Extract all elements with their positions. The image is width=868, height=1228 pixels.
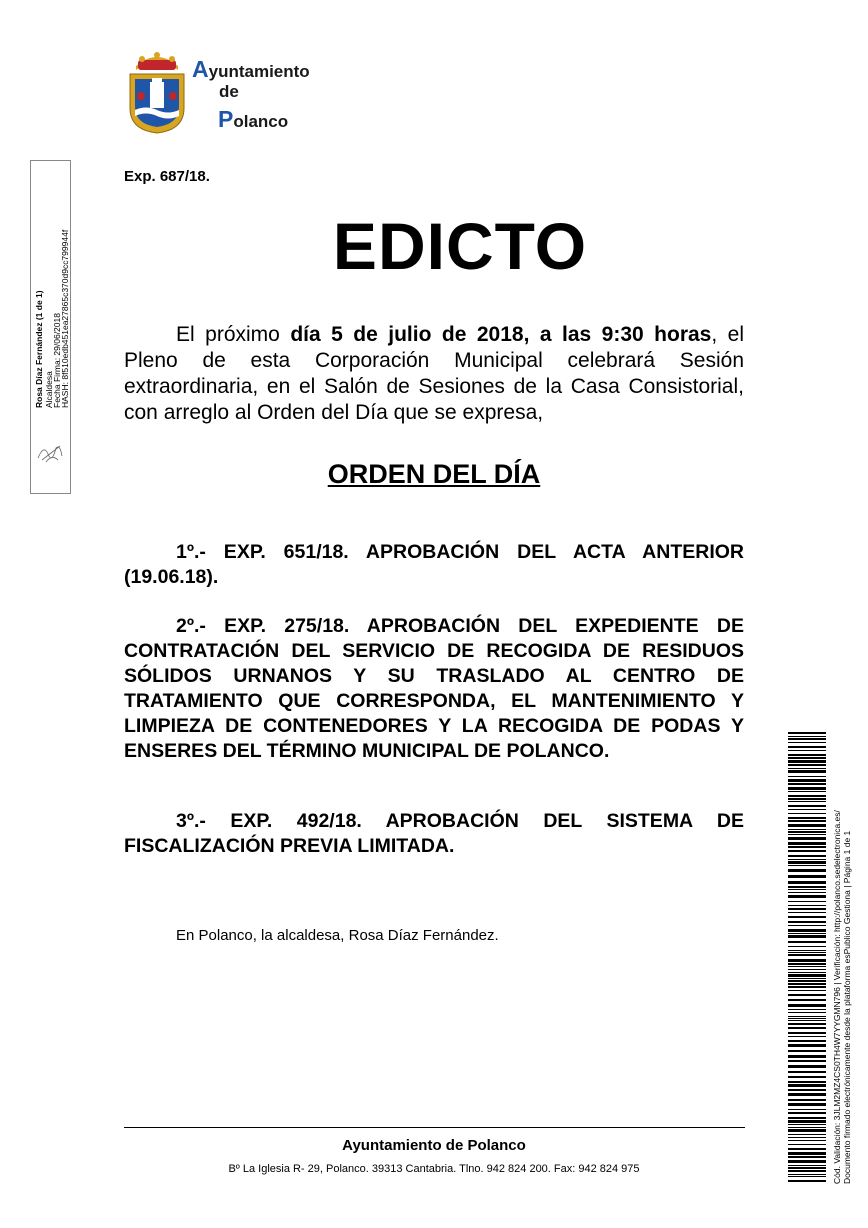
- barcode-bar: [788, 850, 826, 852]
- footer-address: Bº La Iglesia R- 29, Polanco. 39313 Cantabria. Tlno. 942 824 200. Fax: 942 824 975: [228, 1163, 640, 1175]
- barcode-bar: [788, 952, 826, 953]
- barcode-bar: [788, 980, 826, 982]
- barcode-bar: [788, 1016, 826, 1017]
- agenda-item-3: 3º.- EXP. 492/18. APROBACIÓN DEL SISTEMA DE FISCALIZACIÓN PREVIA LIMITADA.: [124, 810, 744, 857]
- barcode-bar: [788, 1050, 826, 1052]
- barcode-bar: [788, 859, 826, 860]
- barcode-bar: [788, 809, 826, 810]
- barcode-bar: [788, 1081, 826, 1083]
- barcode-bar: [788, 999, 826, 1001]
- barcode-bar: [788, 842, 826, 845]
- barcode-bar: [788, 1180, 826, 1182]
- barcode-bar: [788, 1120, 826, 1123]
- barcode-bar: [788, 738, 826, 740]
- barcode-bar: [788, 1156, 826, 1158]
- barcode-bar: [788, 1032, 826, 1034]
- intro-paragraph: El próximo día 5 de julio de 2018, a las 9:30 horas, el Pleno de esta Corporación Municipal celebrará Sesión extraordinaria, en el Salón de Sesiones de la Casa Consistorial, con arreglo al Orden del Día que se expresa,: [124, 323, 745, 424]
- signer-role: Alcaldesa: [44, 371, 54, 408]
- barcode-bar: [788, 783, 826, 785]
- barcode-bar: [788, 1018, 826, 1019]
- closing-signature-line: En Polanco, la alcaldesa, Rosa Díaz Fernández.: [176, 927, 499, 944]
- signature-hash: HASH: 8f510edb451ea27865c370d9cc799944f: [60, 229, 70, 408]
- barcode-bar: [788, 798, 826, 800]
- barcode-bar: [788, 946, 826, 947]
- barcode-bar: [788, 1060, 826, 1062]
- barcode-bar: [788, 869, 826, 872]
- barcode-bar: [788, 1055, 826, 1058]
- barcode-bar: [788, 820, 826, 822]
- barcode-bar: [788, 768, 826, 769]
- barcode-bar: [788, 978, 826, 979]
- footer-org-name: Ayuntamiento de Polanco: [342, 1137, 526, 1154]
- barcode-bar: [788, 941, 826, 943]
- barcode-bar: [788, 846, 826, 848]
- barcode-bar: [788, 1009, 826, 1010]
- barcode-bar: [788, 855, 826, 857]
- barcode-bar: [788, 1165, 826, 1166]
- barcode-bar: [788, 983, 826, 985]
- barcode-bar: [788, 824, 826, 827]
- barcode-bar: [788, 933, 826, 934]
- barcode-bar: [788, 905, 826, 906]
- barcode-bar: [788, 732, 826, 734]
- barcode-bar: [788, 990, 826, 991]
- barcode-bar: [788, 829, 826, 830]
- barcode-bar: [788, 1160, 826, 1163]
- document-title: EDICTO: [332, 209, 588, 283]
- barcode-bar: [788, 1134, 826, 1135]
- barcode-bar: [788, 795, 826, 797]
- barcode-bar: [788, 736, 826, 737]
- barcode-bar: [788, 875, 826, 878]
- barcode-bar: [788, 963, 826, 965]
- barcode-bar: [788, 969, 826, 970]
- signature-date: Fecha Firma: 29/06/2018: [52, 313, 62, 408]
- barcode-bar: [788, 925, 826, 926]
- signer-name: Rosa Díaz Fernández (1 de 1): [34, 290, 44, 408]
- org-name-line3: Polanco: [218, 106, 289, 132]
- barcode-bar: [788, 974, 826, 977]
- barcode-bar: [788, 916, 826, 918]
- barcode-bar: [788, 1140, 826, 1141]
- barcode-bar: [788, 912, 826, 913]
- barcode-bar: [788, 801, 826, 802]
- expedient-reference: Exp. 687/18.: [124, 168, 210, 185]
- agenda-heading: ORDEN DEL DÍA: [327, 459, 541, 489]
- barcode-bar: [788, 1089, 826, 1091]
- barcode-bar: [788, 886, 826, 888]
- verification-note: Documento firmado electrónicamente desde la plataforma esPublico Gestiona | Página 1 de 1: [842, 830, 852, 1184]
- barcode-bar: [788, 1093, 826, 1096]
- barcode-bar: [788, 861, 826, 864]
- barcode-bar: [788, 760, 826, 763]
- barcode-bar: [788, 1004, 826, 1007]
- org-name-line2: de: [219, 82, 239, 101]
- barcode-bar: [788, 837, 826, 840]
- barcode-bar: [788, 921, 826, 923]
- footer-divider: [124, 1127, 745, 1128]
- barcode-bar: [788, 813, 826, 814]
- barcode-bar: [788, 770, 826, 773]
- barcode-bar: [788, 865, 826, 866]
- barcode-bar: [788, 817, 826, 819]
- barcode-bar: [788, 1152, 826, 1155]
- barcode-bar: [788, 805, 826, 807]
- barcode-bar: [788, 1036, 826, 1037]
- verification-code: Cód. Validación: 3JLM2MZ4CS0TH4W7YYGMN796 | Verificación: http://polanco.sedelectronica.es/: [832, 810, 842, 1184]
- barcode-bar: [788, 746, 826, 748]
- barcode-bar: [788, 1167, 826, 1169]
- barcode-bar: [788, 889, 826, 890]
- barcode-bar: [788, 757, 826, 759]
- barcode-bar: [788, 1170, 826, 1172]
- barcode-bar: [788, 935, 826, 938]
- barcode-bar: [788, 1020, 826, 1021]
- barcode-bar: [788, 754, 826, 756]
- barcode-bar: [788, 1117, 826, 1119]
- barcode-bar: [788, 994, 826, 996]
- barcode-bar: [788, 1023, 826, 1025]
- barcode-bar: [788, 1084, 826, 1087]
- org-name-line1: Ayuntamiento: [192, 56, 310, 82]
- barcode-bar: [788, 901, 826, 902]
- barcode-bar: [788, 1071, 826, 1073]
- barcode-bar: [788, 791, 826, 792]
- barcode-bar: [788, 1174, 826, 1175]
- barcode-bar: [788, 986, 826, 988]
- barcode-bar: [788, 1099, 826, 1101]
- barcode-bar: [788, 1103, 826, 1106]
- barcode-bar: [788, 779, 826, 782]
- barcode-bar: [788, 1127, 826, 1128]
- coat-of-arms-logo: [126, 50, 188, 134]
- barcode-bar: [788, 787, 826, 790]
- barcode-bar: [788, 954, 826, 956]
- barcode-bar: [788, 1148, 826, 1150]
- barcode-bar: [788, 1065, 826, 1068]
- barcode-bar: [788, 1040, 826, 1042]
- barcode-bar: [788, 908, 826, 910]
- barcode-bar: [788, 776, 826, 777]
- barcode-bar: [788, 895, 826, 898]
- agenda-item-2: 2º.- EXP. 275/18. APROBACIÓN DEL EXPEDIENTE DE CONTRATACIÓN DEL SERVICIO DE RECOGIDA DE RESIDUOS SÓLIDOS URNANOS Y SU TRASLADO AL CENTRO DE TRATAMIENTO QUE CORRESPONDA, EL MANTENIMIENTO Y LIMPIEZA DE CONTENEDORES Y LA RECOGIDA DE PODAS Y ENSERES DEL TÉRMINO MUNICIPAL DE POLANCO.: [124, 615, 744, 762]
- barcode-bar: [788, 966, 826, 967]
- barcode-bar: [788, 831, 826, 833]
- barcode-bar: [788, 1124, 826, 1125]
- barcode-bar: [788, 742, 826, 743]
- barcode-bar: [788, 1076, 826, 1078]
- agenda-item-1: 1º.- EXP. 651/18. APROBACIÓN DEL ACTA ANTERIOR (19.06.18).: [124, 541, 744, 588]
- barcode-bar: [788, 881, 826, 884]
- barcode-bar: [788, 950, 826, 951]
- barcode-bar: [788, 1027, 826, 1029]
- barcode-bar: [788, 1137, 826, 1138]
- barcode-bar: [788, 1044, 826, 1047]
- barcode-bar: [788, 834, 826, 835]
- barcode-bar: [788, 959, 826, 962]
- barcode-bar: [788, 929, 826, 932]
- barcode-bar: [788, 972, 826, 973]
- barcode-bar: [788, 1012, 826, 1013]
- barcode-bar: [788, 1112, 826, 1114]
- barcode: [788, 732, 826, 1184]
- barcode-bar: [788, 750, 826, 751]
- barcode-bar: [788, 764, 826, 766]
- barcode-bar: [788, 1144, 826, 1145]
- barcode-bar: [788, 1109, 826, 1110]
- barcode-bar: [788, 892, 826, 893]
- barcode-bar: [788, 1129, 826, 1132]
- barcode-bar: [788, 1176, 826, 1177]
